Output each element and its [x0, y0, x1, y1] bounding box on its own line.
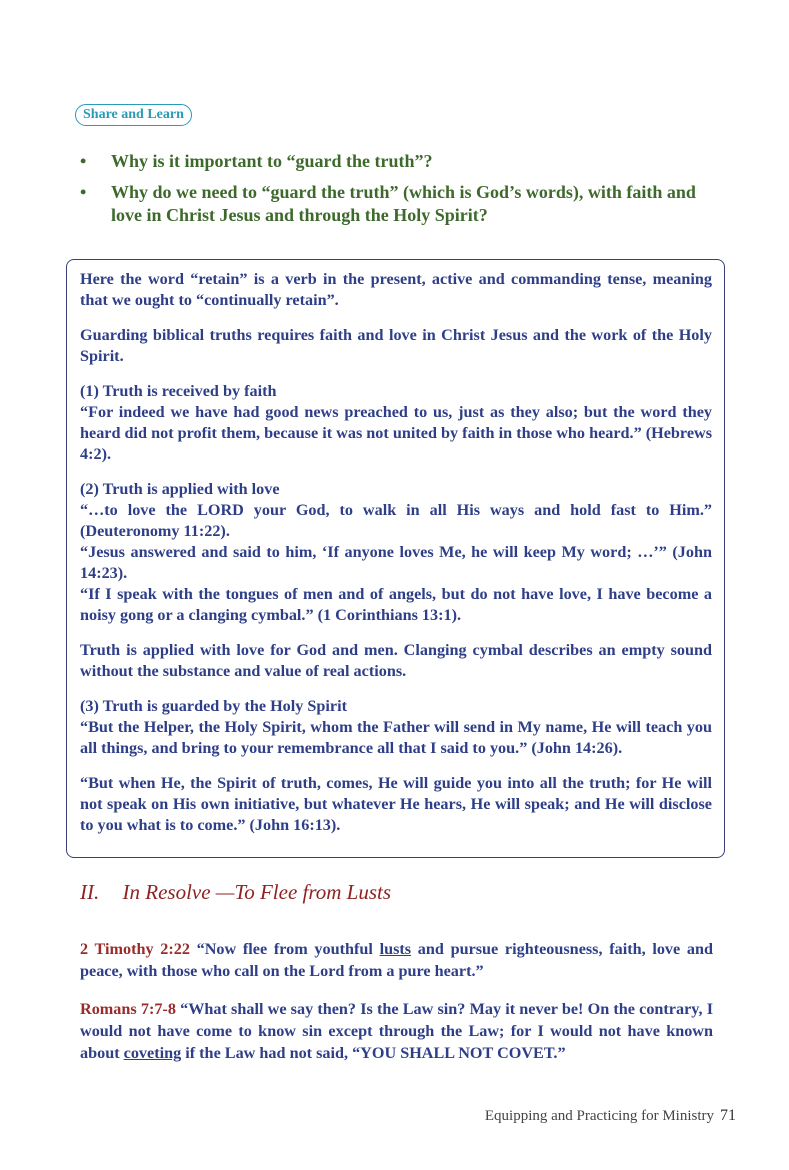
love-explanation: Truth is applied with love for God and men. Clanging cymbal describes an empty sound without the substance and value of real actions.	[80, 641, 712, 680]
book-title: Equipping and Practicing for Ministry	[484, 1108, 714, 1124]
question-item	[80, 181, 720, 227]
bullet-icon: •	[80, 151, 87, 171]
spirit-section	[80, 696, 712, 759]
underlined-word: lusts	[379, 940, 412, 958]
spirit-section-title: (3) Truth is guarded by the Holy Spirit	[80, 697, 347, 715]
verse-paragraph	[80, 998, 713, 1064]
faith-section	[80, 381, 712, 465]
retain-paragraph: Here the word “retain” is a verb in the present, active and commanding tense, meaning that we ought to “continually retain”.	[80, 270, 712, 309]
commentary-box	[66, 259, 725, 858]
john-14-23-quote: “Jesus answered and said to him, ‘If anyone loves Me, he will keep My word; …’” (John 14:23).	[80, 543, 712, 582]
verse-reference: 2 Timothy 2:22	[80, 940, 190, 958]
section-title: In Resolve —To Flee from Lusts	[122, 880, 392, 904]
question-item	[80, 150, 720, 173]
bullet-icon: •	[80, 182, 87, 202]
verse-paragraph	[80, 938, 713, 982]
verse-reference: Romans 7:7-8	[80, 1000, 176, 1018]
underlined-word: coveting	[123, 1044, 182, 1062]
john-14-26-quote: “But the Helper, the Holy Spirit, whom the Father will send in My name, He will teach you all things, and bring to your remembrance all that I said to you.” (John 14:26).	[80, 718, 712, 757]
question-list	[80, 150, 720, 235]
page-number: 71	[720, 1107, 736, 1124]
question-text: Why do we need to “guard the truth” (which is God’s words), with faith and love in Christ Jesus and through the Holy Spirit?	[111, 182, 696, 225]
verse-text: “What shall we say then? Is the Law sin? May it never be! On the contrary, I would not have come to know sin except through the Law; for I would not have known about	[80, 1000, 713, 1062]
love-section-title: (2) Truth is applied with love	[80, 480, 280, 498]
verse-text: “Now flee from youthful	[189, 940, 380, 958]
verse-text: if the Law had not said, “YOU SHALL NOT COVET.”	[181, 1044, 566, 1062]
hebrews-quote: “For indeed we have had good news preached to us, just as they also; but the word they heard did not profit them, because it was not united by faith in those who heard.” (Hebrews 4:2).	[80, 403, 712, 463]
verse-text: and pursue righteousness, faith, love and peace, with those who call on the Lord from a pure heart.”	[80, 940, 713, 980]
page-footer	[485, 1107, 736, 1125]
john-16-13-quote: “But when He, the Spirit of truth, comes, He will guide you into all the truth; for He will not speak on His own initiative, but whatever He hears, He will speak; and He will disclose to you what is to come.” (John 16:13).	[80, 774, 712, 834]
section-number: II.	[80, 880, 100, 904]
question-text: Why is it important to “guard the truth”?	[111, 151, 433, 171]
corinthians-quote: “If I speak with the tongues of men and of angels, but do not have love, I have become a noisy gong or a clanging cymbal.” (1 Corinthians 13:1).	[80, 585, 712, 624]
love-section	[80, 479, 712, 626]
deuteronomy-quote: “…to love the LORD your God, to walk in all His ways and hold fast to Him.” (Deuteronomy 11:22).	[80, 501, 712, 540]
share-and-learn-tag: Share and Learn	[75, 104, 192, 126]
section-heading	[80, 880, 391, 905]
faith-section-title: (1) Truth is received by faith	[80, 382, 277, 400]
guarding-paragraph: Guarding biblical truths requires faith and love in Christ Jesus and the work of the Holy Spirit.	[80, 326, 712, 365]
